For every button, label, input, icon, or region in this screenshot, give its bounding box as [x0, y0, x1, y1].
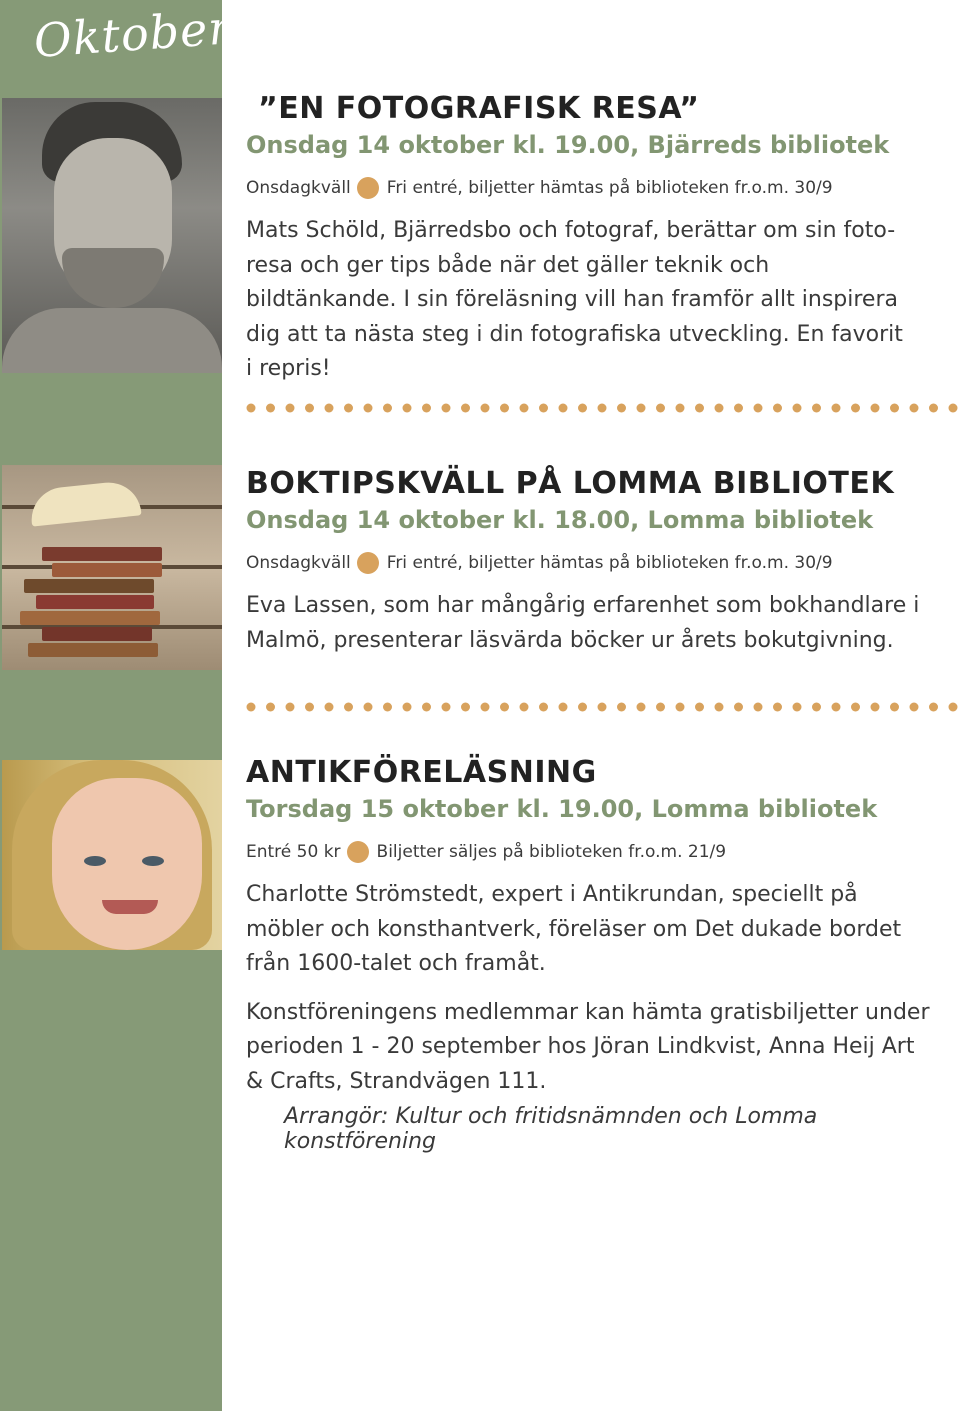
photo-mats-schold [2, 98, 222, 373]
event-price-label: Entré 50 kr [246, 842, 341, 862]
dotted-divider [246, 403, 960, 413]
event-description: Charlotte Strömstedt, expert i Antikrundan, speciellt på möbler och konsthantverk, föreläser om Det dukade bordet från 1600-talet och framåt. [246, 882, 902, 976]
organizer-credit: Arrangör: Kultur och fritidsnämnden och Lomma konstförening [284, 1104, 818, 1154]
bullet-dot-icon [357, 177, 379, 199]
event-fotografisk-resa [246, 90, 946, 387]
event-ticket-info [246, 840, 946, 864]
photo-book-stack [2, 465, 222, 670]
event-ticket-info [246, 176, 946, 200]
event-day-label: Onsdagkväll [246, 178, 351, 198]
event-description: Eva Lassen, som har mångårig erfarenhet som bokhandlare i Malmö, presenterar läsvärda böcker ur årets bokutgivning. [246, 593, 920, 653]
event-ticket-info [246, 551, 946, 575]
event-day-label: Onsdagkväll [246, 553, 351, 573]
event-antikforelasning [246, 754, 946, 1099]
event-ticket-text: Biljetter säljes på biblioteken fr.o.m. 21/9 [376, 842, 727, 862]
event-date: Onsdag 14 oktober kl. 19.00, Bjärreds bibliotek [246, 131, 890, 159]
photo-charlotte-stromstedt [2, 760, 222, 950]
event-title: ANTIKFÖRELÄSNING [246, 755, 597, 790]
bullet-dot-icon [347, 841, 369, 863]
event-date: Onsdag 14 oktober kl. 18.00, Lomma bibliotek [246, 506, 874, 534]
dotted-divider-dots [246, 702, 960, 712]
month-title: Oktober [32, 0, 233, 68]
event-ticket-text: Fri entré, biljetter hämtas på biblioteken fr.o.m. 30/9 [386, 553, 833, 573]
event-title: BOKTIPSKVÄLL PÅ LOMMA BIBLIOTEK [246, 466, 895, 501]
event-boktipskvall [246, 465, 946, 658]
event-extra-info: Konstföreningens medlemmar kan hämta gratisbiljetter under perioden 1 - 20 september hos Jöran Lindkvist, Anna Heij Art & Crafts, Strandvägen 111. [246, 999, 930, 1094]
dotted-divider-dots [246, 403, 960, 413]
event-date: Torsdag 15 oktober kl. 19.00, Lomma bibliotek [246, 795, 878, 823]
event-title: ”EN FOTOGRAFISK RESA” [258, 91, 700, 126]
event-description: Mats Schöld, Bjärredsbo och fotograf, berättar om sin foto-resa och ger tips både när det gäller teknik och bildtänkande. I sin föreläsning vill han framför allt inspirera dig att ta nästa steg i din fotografiska utveckling. En favorit i repris! [246, 218, 903, 381]
bullet-dot-icon [357, 552, 379, 574]
event-ticket-text: Fri entré, biljetter hämtas på biblioteken fr.o.m. 30/9 [386, 178, 833, 198]
dotted-divider [246, 702, 960, 712]
